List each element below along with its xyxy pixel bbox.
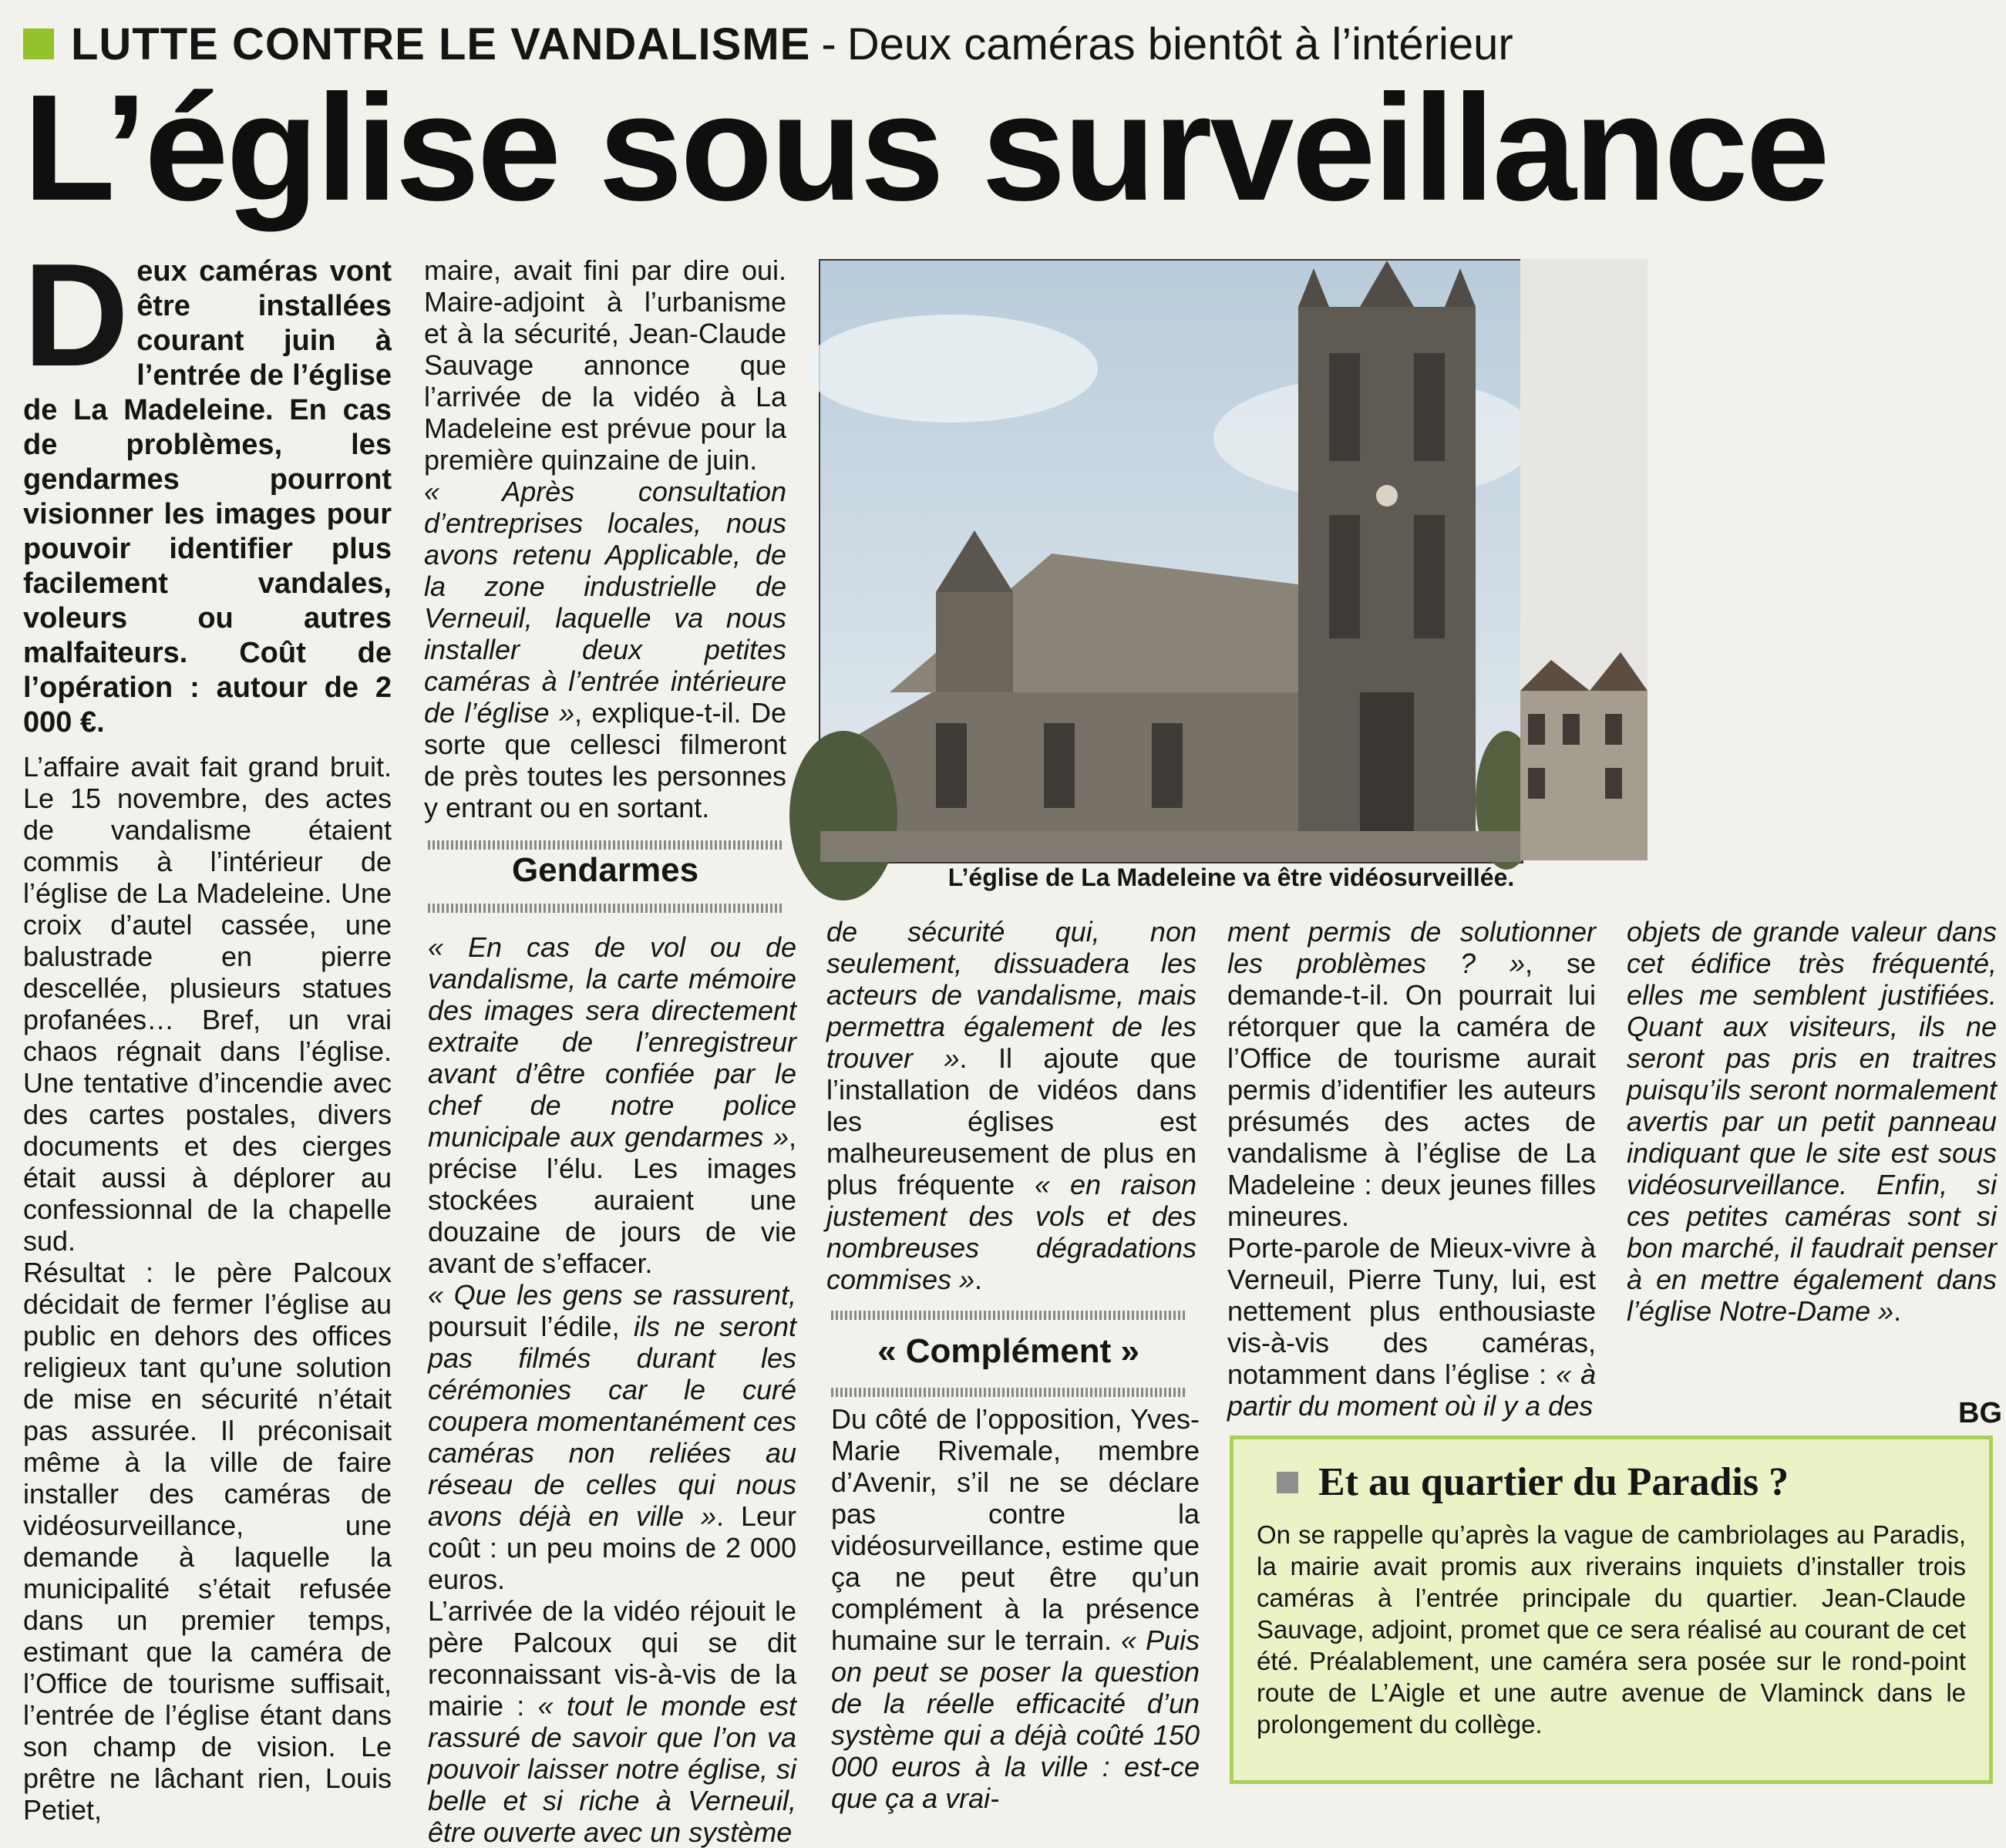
church-illustration — [820, 261, 1522, 862]
kicker-strong: LUTTE CONTRE LE VANDALISME — [71, 19, 811, 69]
headline: L’église sous surveillance — [23, 63, 1828, 232]
col5-quote-1: objets de grande valeur dans cet édifice très fréquenté, elles me semblent justifiées. Quant aux visiteurs, ils ne seront pas pris en traitres puisqu’ils seront normalement avertis par un petit panneau indiquant que le site est sous vidéosurveillance. Enfin, si ces petites caméras sont si bon marché, il faudrait penser à en mettre également dans l’église Notre-Dame » — [1627, 916, 1997, 1327]
column-1 — [23, 234, 392, 1826]
photo-caption: L’église de La Madeleine va être vidéosurveillée. — [947, 863, 1515, 891]
col3b-quote-1: « Puis on peut se poser la question de la réelle efficacité d’un système qui a déjà coûté 150 000 euros à la ville : est-ce que ça a vrai- — [831, 1624, 1200, 1814]
col2b-quote-1: « En cas de vol ou de vandalisme, la carte mémoire des images sera directement extraite de l’enregistreur avant d’être confiée par le chef de notre police municipale aux gendarmes » — [428, 931, 796, 1153]
col4-text-1: , se demande-t-il. On pourrait lui rétorquer que la caméra de l’Office de tourisme aurait permis d’identifier les auteurs présumés des actes de vandalisme à l’église de La Madeleine : deux jeunes filles mineures. — [1227, 948, 1596, 1232]
col1-paragraph-1: L’affaire avait fait grand bruit. Le 15 novembre, des actes de vandalisme étaient commis à l’intérieur de l’église de La Madeleine. Une croix d’autel cassée, une balustrade en pierre descellée, plusieurs statues profanées… Bref, un vrai chaos régnait dans l’église. Une tentative d’incendie avec des cartes postales, divers documents et des cierges était aussi à déplorer au confessionnal de la chapelle sud. — [23, 751, 392, 1257]
col3-text-1: . Il ajoute que l’installation de vidéos dans les églises est malheureusement de plus en plus fréquente — [826, 1042, 1197, 1200]
col2b-quote-2: « Que les gens se rassurent, — [428, 1279, 796, 1311]
gendarmes-rule-bottom — [428, 904, 783, 913]
kicker-dash: - — [821, 19, 836, 69]
box-body: On se rappelle qu’après la vague de cambriolages au Paradis, la mairie avait promis aux riverains inquiets d’installer trois caméras à l’entrée principale du quartier. Jean-Claude Sauvage, adjoint, promet que ce sera réalisé au courant de cet été. Préalablement, une caméra sera posée sur le rond-point route de L’Aigle et une autre avenue de Vlaminck dans le prolongement du collège. — [1257, 1520, 1966, 1739]
column-2-bottom — [428, 931, 797, 1848]
section-gendarmes: Gendarmes — [511, 851, 699, 889]
col3-text-end: . — [974, 1264, 983, 1295]
col3b-text-1: Du côté de l’opposition, Yves-Marie Rivemale, membre d’Avenir, s’il ne se déclare pas contre la vidéosurveillance, estime que ça ne peut être qu’un complément à la présence humaine sur le terrain. — [831, 1403, 1200, 1656]
col5-text-end: . — [1893, 1295, 1902, 1327]
column-2-top — [424, 254, 786, 833]
column-4 — [1227, 916, 1596, 1425]
box-square-icon — [1277, 1472, 1298, 1493]
col2-paragraph-2: , explique-t-il. De sorte que cellesci filmeront de près toutes les personnes y entrant ou en sortant. — [424, 697, 787, 823]
section-complement: « Complément » — [877, 1332, 1139, 1370]
col4-text-2: Porte-parole de Mieux-vivre à Verneuil, Pierre Tuny, lui, est nettement plus enthousiaste vis-à-vis des caméras, notamment dans l’église : — [1227, 1232, 1596, 1390]
col2-quote-paragraph — [424, 476, 786, 823]
col4-quote-2: « à partir du moment où il y a des — [1227, 1358, 1597, 1422]
author-signature: BG — [1958, 1397, 2002, 1429]
dropcap: D — [23, 234, 130, 397]
lead-paragraph — [23, 234, 392, 740]
col4-paragraph-2 — [1227, 1232, 1596, 1422]
col2b-text-1: , précise l’élu. Les images stockées auraient une douzaine de jours de vie avant de s’effacer. — [428, 1121, 796, 1279]
col4-paragraph-1 — [1227, 916, 1596, 1232]
church-photo — [819, 259, 1523, 863]
column-3-bottom — [831, 1403, 1200, 1814]
paradis-box — [1230, 1436, 1993, 1784]
box-title: Et au quartier du Paradis ? — [1318, 1460, 1789, 1504]
col3b-paragraph — [831, 1403, 1200, 1814]
complement-rule-bottom — [831, 1388, 1186, 1397]
kicker-square-icon — [23, 29, 54, 59]
col2-paragraph-1: maire, avait fini par dire oui. Maire-adjoint à l’urbanisme et à la sécurité, Jean-Claude Sauvage annonce que l’arrivée de la vidéo à La Madeleine est prévue pour la première quinzaine de juin. — [424, 254, 786, 476]
col2b-quote-4: « tout le monde est rassuré de savoir que l’on va pouvoir laisser notre église, si belle et si riche à Verneuil, être ouverte avec un système — [428, 1690, 796, 1848]
kicker-subtitle: Deux caméras bientôt à l’intérieur — [846, 19, 1513, 69]
col3-quote-2: « en raison justement des vols et des nombreuses dégradations commises » — [826, 1169, 1197, 1295]
col2-quote-1: « Après consultation d’entreprises locales, nous avons retenu Applicable, de la zone industrielle de Verneuil, laquelle va nous installer deux petites caméras à l’entrée intérieure de l’église » — [424, 476, 786, 729]
col3-paragraph — [826, 916, 1197, 1295]
gendarmes-rule-top — [428, 840, 783, 850]
column-5 — [1627, 916, 1997, 1378]
col2b-paragraph — [428, 931, 796, 1279]
col2b-text-3: . Leur coût : un peu moins de 2 000 euros. — [428, 1500, 797, 1595]
lead-text: eux caméras vont être installées courant juin à l’entrée de l’église de La Madeleine. En cas de problèmes, les gendarmes pourront visionner les images pour pouvoir identifier plus facilement vandales, voleurs ou autres malfaiteurs. Coût de l’opération : autour de 2 000 €. — [23, 255, 392, 739]
houses-illustration — [1520, 259, 1648, 860]
col5-paragraph — [1627, 916, 1997, 1327]
col2b-text-2: poursuit l’édile, — [428, 1311, 634, 1342]
col2b-text-4: L’arrivée de la vidéo réjouit le père Palcoux qui se dit reconnaissant vis-à-vis de la mairie : — [428, 1595, 796, 1722]
col2b-paragraph-2 — [428, 1279, 796, 1595]
col3-quote-1: de sécurité qui, non seulement, dissuadera les acteurs de vandalisme, mais permettra également de les trouver » — [826, 916, 1197, 1074]
column-3 — [826, 916, 1197, 1295]
col1-paragraph-2: Résultat : le père Palcoux décidait de fermer l’église au public en dehors des offices religieux tant qu’une solution de mise en sécurité n’était pas assurée. Il préconisait même à la ville de faire installer des caméras de vidéosurveillance, une demande à laquelle la municipalité s’était refusée dans un premier temps, estimant que la caméra de l’Office de tourisme suffisait, l’entrée de l’église étant dans son champ de vision. Le prêtre ne lâchant rien, Louis Petiet, — [23, 1257, 392, 1826]
complement-rule-top — [831, 1311, 1186, 1320]
col4-quote-1: ment permis de solutionner les problèmes ? » — [1227, 916, 1596, 979]
col2b-quote-3: ils ne seront pas filmés durant les cérémonies car le curé coupera momentanément ces caméras non reliées au réseau de celles qui nous avons déjà en ville » — [428, 1311, 796, 1532]
box-title-row — [1277, 1459, 1966, 1505]
col2b-paragraph-3 — [428, 1595, 796, 1848]
